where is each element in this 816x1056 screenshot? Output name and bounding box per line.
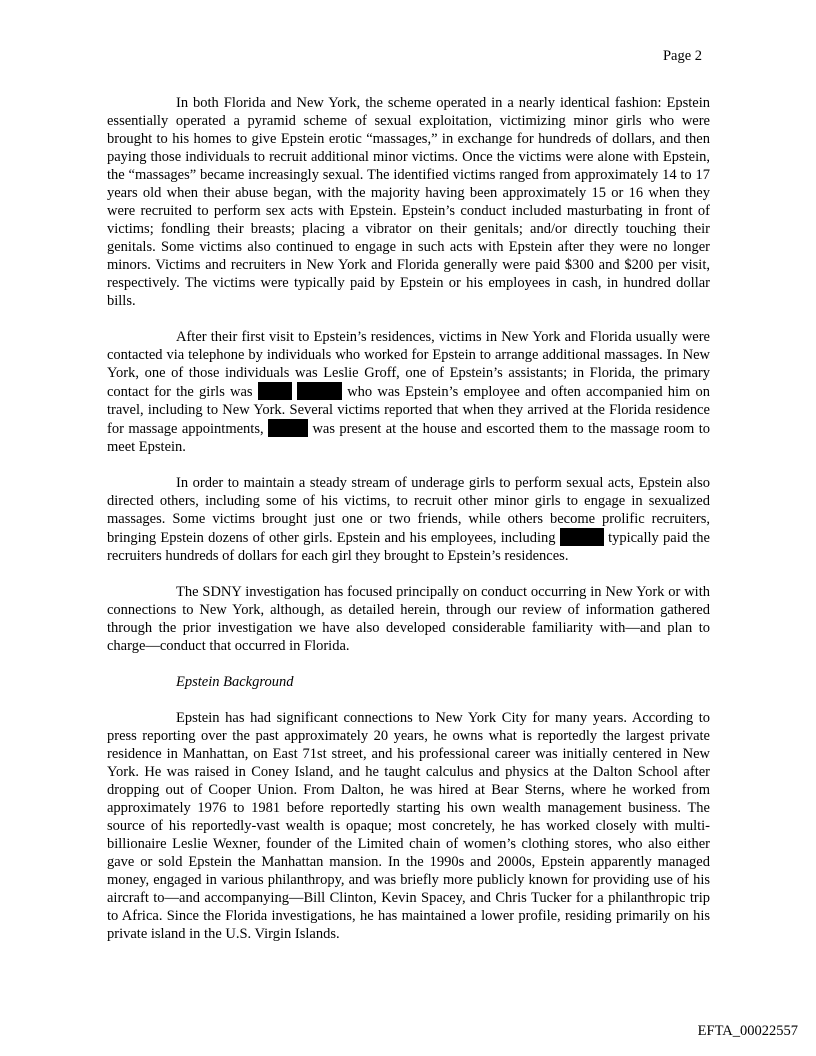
paragraph-recruiting-text-2: typically paid the recruiters hundreds of dollars for each girl they brought to Epstein’s residences. — [107, 530, 710, 564]
redaction-block — [268, 419, 308, 437]
redaction-block — [258, 382, 292, 400]
redaction-block — [560, 528, 604, 546]
document-id: EFTA_00022557 — [697, 1023, 798, 1039]
paragraph-contacts-text-3: was present at the house and escorted them to the massage room to meet Epstein. — [107, 421, 711, 455]
paragraph-recruiting — [107, 474, 710, 565]
paragraph-background: Epstein has had significant connections to New York City for many years. According to press reporting over the past approximately 20 years, he owns what is reportedly the largest private residence in Manhattan, on East 71st street, and his professional career was initially centered in New York. He was raised in Coney Island, and he taught calculus and physics at the Dalton School after dropping out of Cooper Union. From Dalton, he was hired at Bear Sterns, where he worked from approximately 1976 to 1981 before reportedly starting his own wealth management business. The source of his reportedly-vast wealth is opaque; most concretely, he has worked closely with multi-billionaire Leslie Wexner, founder of the Limited chain of women’s clothing stores, who also either gave or sold Epstein the Manhattan mansion. In the 1990s and 2000s, Epstein apparently managed money, engaged in various philanthropy, and was briefly more publicly known for providing use of his aircraft to—and accompanying—Bill Clinton, Kevin Spacey, and Chris Tucker for a philanthropic trip to Africa. Since the Florida investigations, he has maintained a lower profile, residing primarily on his private island in the U.S. Virgin Islands. — [107, 710, 710, 942]
paragraph-contacts-text-2: who was Epstein’s employee and often accompanied him on travel, including to New York. Several victims reported that when they arrived at the Florida residence for massage appointments, — [107, 384, 711, 437]
paragraph-contacts — [107, 328, 710, 456]
letter-body — [107, 94, 710, 961]
section-heading: Epstein Background — [176, 674, 294, 690]
paragraph-recruiting-text-1: In order to maintain a steady stream of underage girls to perform sexual acts, Epstein also directed others, including some of his victims, to recruit other minor girls to engage in sexualized massages. Some victims brought just one or two friends, while others become prolific recruiters, bringing Epstein dozens of other girls. Epstein and his employees, including — [107, 475, 710, 546]
page-number: Page 2 — [662, 48, 702, 64]
paragraph-scheme: In both Florida and New York, the scheme operated in a nearly identical fashion: Epstein essentially operated a pyramid scheme of sexual exploitation, victimizing minor girls who were brought to his homes to give Epstein erotic “massages,” in exchange for hundreds of dollars, and then paying those individuals to recruit additional minor victims. Once the victims were alone with Epstein, the “massages” became increasingly sexual. The identified victims ranged from approximately 14 to 17 years old when their abuse began, with the majority having been approximately 15 or 16 when they were recruited to perform sex acts with Epstein. Epstein’s conduct included masturbating in front of victims; fondling their breasts; placing a vibrator on their genitals; and/or directly touching their genitals. Some victims also continued to engage in such acts with Epstein after they were no longer minors. Victims and recruiters in New York and Florida generally were paid $300 and $200 per visit, respectively. The victims were typically paid by Epstein or his employees in cash, in hundred dollar bills. — [107, 95, 710, 309]
paragraph-investigation: The SDNY investigation has focused principally on conduct occurring in New York or with connections to New York, although, as detailed herein, through our review of information gathered through the prior investigation we have also developed considerable familiarity with—and plan to charge—conduct that occurred in Florida. — [107, 584, 710, 654]
redaction-block — [297, 382, 342, 400]
paragraph-contacts-text-1: After their first visit to Epstein’s residences, victims in New York and Florida usually were contacted via telephone by individuals who worked for Epstein to arrange additional massages. In New York, one of those individuals was Leslie Groff, one of Epstein’s assistants; in Florida, the primary contact for the girls was — [107, 329, 710, 400]
